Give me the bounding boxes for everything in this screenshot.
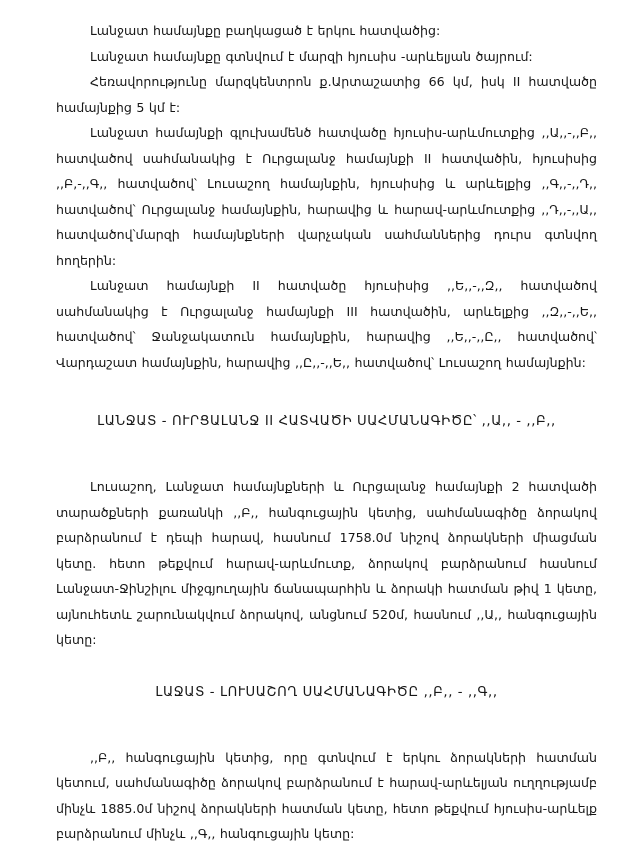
section-heading-2: ԼԱՋԱՏ - ԼՈՒՍԱՇՈՂ ՍԱՀՄԱՆԱԳԻԾԸ ,,Բ,, - ,,Գ,,: [155, 684, 498, 700]
spacer-before-heading-2: [56, 653, 597, 680]
paragraph-4: Լանջատ համայնքի գլուխամենծ հատվածը հյուսիս-արևմուտքից ,,Ա,,-,,Բ,, հատվածով սահմանակից է Ուրցալանջ համայնքի II հատվածին, հյուսիսից ,,Բ,-,,Գ,, հատվածով՝ Լուսաշող համայնքին, հյուսիսից և արևելքից ,,Գ,,-,,Դ,, հատվածով՝ Ուրցալանջ համայնքին, հարավից և հարավ-արևմուտքից ,,Դ,,-,,Ա,, հատվածով՝մարզի համայնքների վարչական սահմաններից դուրս գտնվող հողերին:: [56, 125, 597, 268]
paragraph-2: Լանջատ համայնքը գտնվում է մարզի հյուսիս -արևելյան ծայրում:: [90, 48, 533, 64]
spacer-before-heading-1: [56, 375, 597, 409]
paragraph-1: Լանջատ համայնքը բաղկացած է երկու հատվածից:: [90, 23, 441, 38]
paragraph-6: Լուսաշող, Լանջատ համայնքների և Ուրցալանջ համայնքի 2 հատվածի տարածքների քառանկի ,,Բ,, հանգուցային կետից, սահմանագիծը ձորակով բարձրանում է դեպի հարավ, հասնում 1758.0մ նիշով ձորակների միացման կետը. հետո թեքվում հարավ-արևմուտք, ձորակով բարձրանում հասնում Լանջատ-Ջինշիլու միջգյուղային ճանապարհին և ձորակի հատման թիվ 1 կետը, այնուհետև շարունակվում ձորակով, անցնում 520մ, հասնում ,,Ա,, հանգուցային կետը:: [56, 479, 597, 647]
spacer-after-heading-1: [56, 434, 597, 474]
paragraph-5: Լանջատ համայնքի II հատվածը հյուսիսից ,,Ե,,-,,Զ,, հատվածով սահմանակից է Ուրցալանջ համայնքի III հատվածին, արևելքից ,,Զ,,-,,Ե,, հատվածով՝ Ջանջակատուն համայնքին, հարավից ,,Ե,,-,,Ը,, հատվածով՝ Վարդաշատ համայնքին, հարավից ,,Ը,,-,,Ե,, հատվածով՝ Լուսաշող համայնքին:: [56, 278, 597, 370]
section-heading-1: ԼԱՆՋԱՏ - ՈՒՐՑԱԼԱՆՋ II ՀԱՏՎԱԾԻ ՍԱՀՄԱՆԱԳԻԾԸ՝ ,,Ա,, - ,,Բ,,: [97, 414, 556, 429]
spacer-after-heading-2: [56, 705, 597, 745]
paragraph-3: Հեռավորությունը մարզկենտրոն ք.Արտաշատից 66 կմ, իսկ II հատվածը համայնքից 5 կմ է:: [56, 74, 597, 115]
paragraph-7: ,,Բ,, հանգուցային կետից, որը գտնվում է երկու ձորակների հատման կետում, սահմանագիծը ձորակով բարձրանում է հարավ-արևելյան ուղղությամբ մինչև 1885.0մ նիշով ձորակների հատման կետը, հետո թեքվում հյուսիս-արևելք բարձրանում մինչև ,,Գ,, հանգուցային կետը:: [56, 749, 597, 841]
